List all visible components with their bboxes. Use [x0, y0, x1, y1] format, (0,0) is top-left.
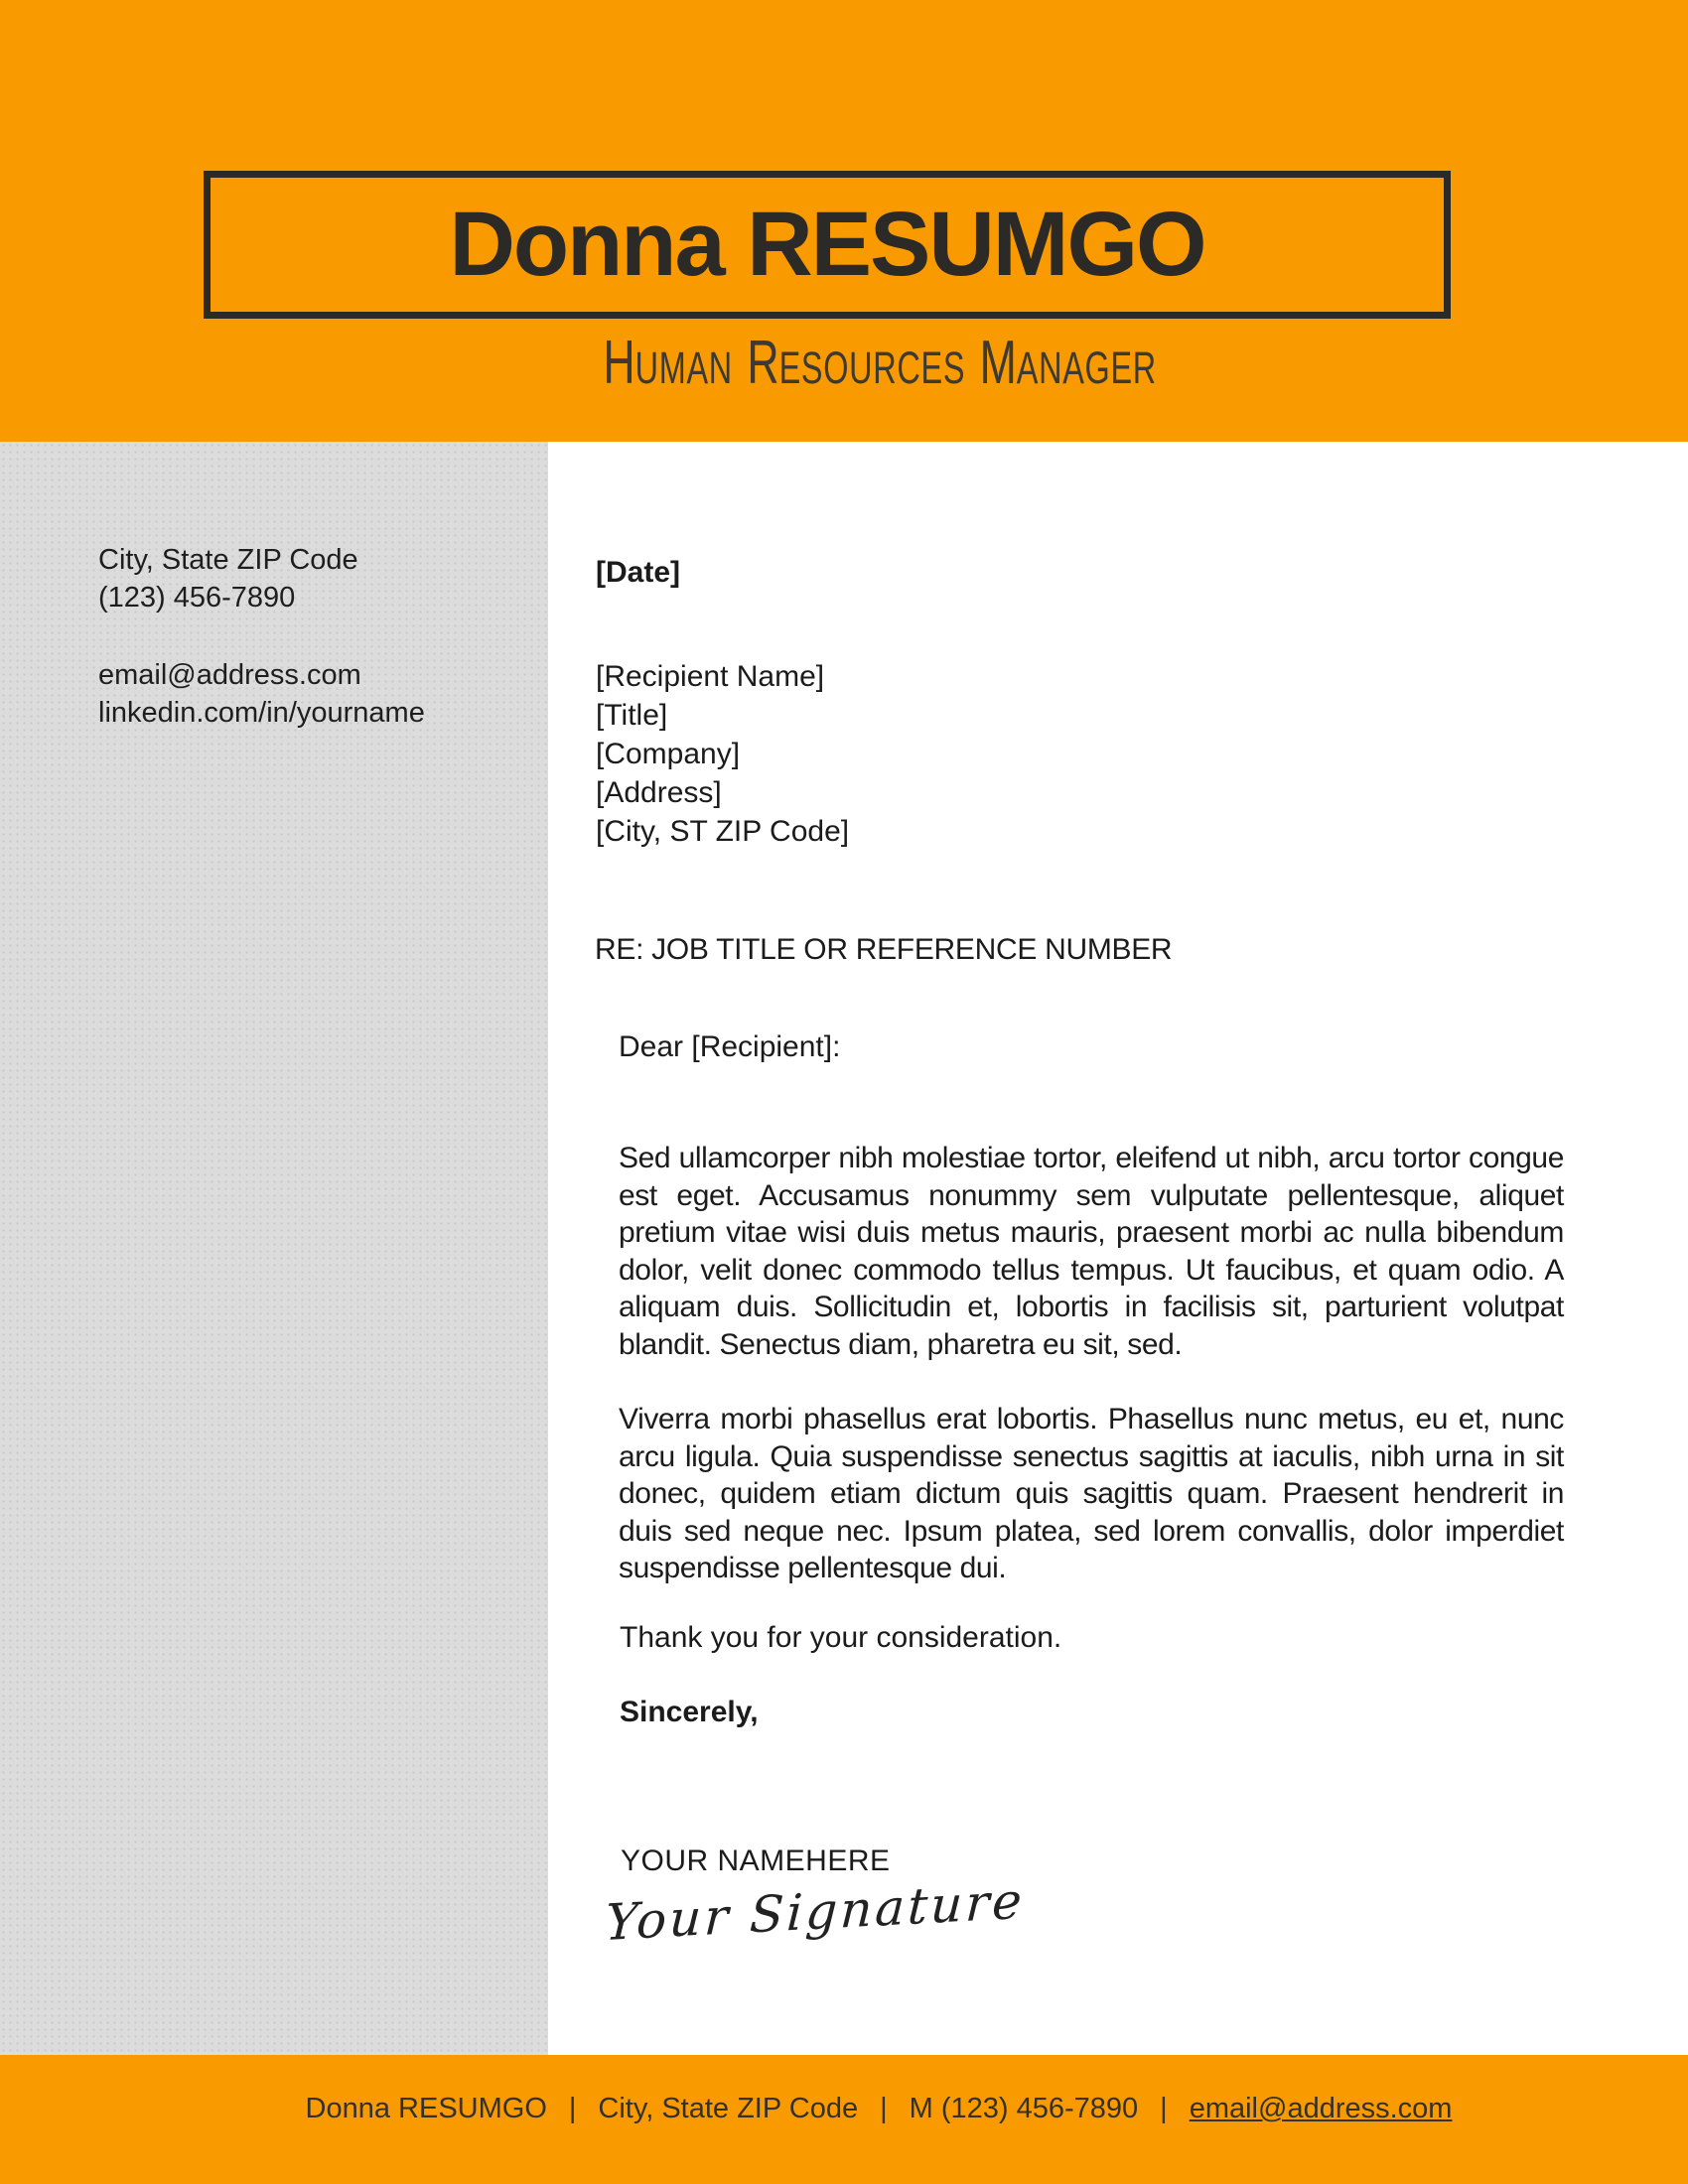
subtitle-word-rest: ANAGER	[1016, 342, 1157, 393]
body-paragraph-2: Viverra morbi phasellus erat lobortis. Phasellus nunc metus, eu et, nunc arcu ligula. Quia suspendisse senectus sagittis at iaculis, nibh urna in sit donec, quidem etiam dictum quis sagittis quam. Praesent hendrerit in duis sed neque nec. Ipsum platea, sed lorem convallis, dolor imperdiet suspendisse pellentesque dui.	[619, 1403, 1564, 1584]
signer-name: YOUR NAMEHERE	[621, 1844, 891, 1877]
recipient-line: [Company]	[596, 738, 741, 770]
recipient-line: [Recipient Name]	[596, 660, 825, 693]
page-title: Donna RESUMGO	[449, 194, 1205, 295]
subtitle-word-rest: ESOURCES	[778, 342, 966, 393]
footer-contact-line	[0, 2093, 1688, 2125]
recipient-line: [Address]	[596, 776, 722, 809]
footer-separator: |	[1160, 2093, 1168, 2124]
date-placeholder: [Date]	[596, 556, 681, 589]
recipient-block	[596, 657, 849, 851]
footer-email-link[interactable]: email@address.com	[1189, 2093, 1453, 2124]
footer-phone: M (123) 456-7890	[909, 2093, 1139, 2124]
subtitle-word-lead: R	[747, 329, 779, 397]
footer-separator: |	[880, 2093, 888, 2124]
recipient-line: [City, ST ZIP Code]	[596, 815, 850, 848]
contact-linkedin: linkedin.com/in/yourname	[98, 697, 425, 729]
contact-phone: (123) 456-7890	[98, 582, 296, 614]
contact-address: City, State ZIP Code	[98, 544, 358, 576]
subject-line: RE: JOB TITLE OR REFERENCE NUMBER	[595, 933, 1173, 966]
salutation: Dear [Recipient]:	[619, 1030, 841, 1063]
footer-band	[0, 2055, 1688, 2184]
footer-separator: |	[568, 2093, 577, 2124]
contact-email: email@address.com	[98, 659, 361, 691]
footer-name: Donna RESUMGO	[305, 2093, 547, 2124]
handwritten-signature: Your Signature	[604, 1871, 1027, 1952]
recipient-line: [Title]	[596, 699, 668, 732]
subtitle-word-lead: M	[979, 329, 1017, 397]
footer-address: City, State ZIP Code	[598, 2093, 859, 2124]
body-paragraph-1: Sed ullamcorper nibh molestiae tortor, eleifend ut nibh, arcu tortor congue est eget. Accusamus nonummy sem vulputate pellentesque, aliquet pretium vitae wisi duis metus mauris, praesent morbi ac nulla bibendum dolor, velit donec commodo tellus tempus. Ut faucibus, et quam odio. A aliquam duis. Sollicitudin et, lobortis in facilisis sit, parturient volutpat blandit. Senectus diam, pharetra eu sit, sed.	[619, 1142, 1564, 1361]
thanks-line: Thank you for your consideration.	[620, 1621, 1062, 1654]
subtitle-word-rest: UMAN	[634, 342, 733, 393]
closing-line: Sincerely,	[620, 1696, 759, 1728]
subtitle-word-lead: H	[603, 329, 635, 397]
